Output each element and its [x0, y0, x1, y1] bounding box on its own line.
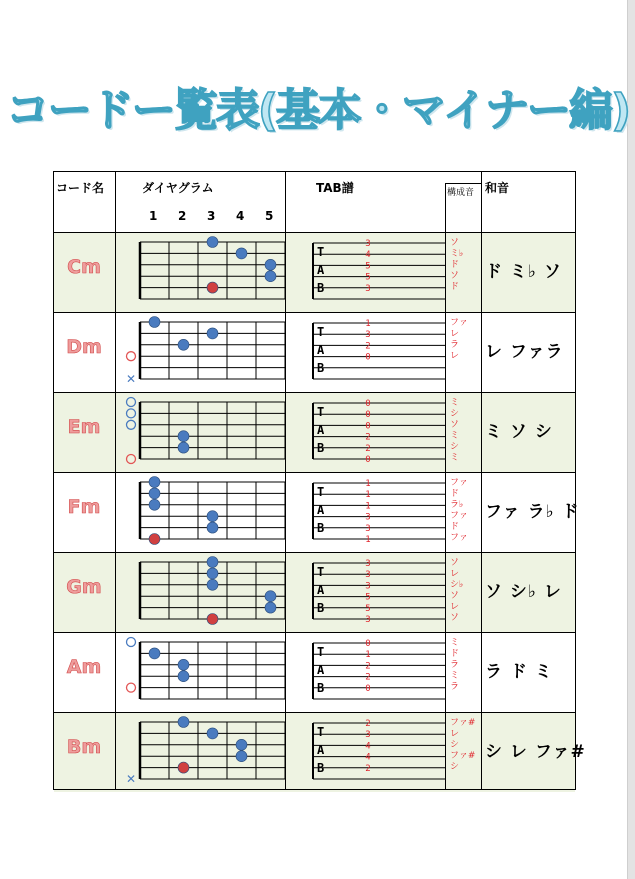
chord-name: Am [66, 656, 102, 678]
page-title: コードー覧表(基本・マイナー編) [5, 85, 630, 136]
tab-fret-number: 5 [365, 603, 371, 614]
tab-fret-number: 3 [365, 239, 371, 249]
chord-notes: ミ ソ シ [485, 422, 553, 442]
chord-tones [450, 638, 484, 693]
finger-dot [178, 339, 189, 350]
finger-dot [207, 557, 218, 568]
tone-label: ミ [450, 431, 460, 441]
tab-letter: T [317, 485, 325, 499]
tab-staff [285, 712, 445, 792]
tone-label: ラ [450, 660, 460, 670]
chord-diagram [115, 472, 285, 552]
tone-label: ラ [450, 682, 460, 692]
root-finger-dot [178, 762, 189, 773]
tone-label: ラ [450, 340, 460, 350]
tone-label: ソ [450, 238, 460, 248]
tab-fret-number: 1 [365, 479, 371, 489]
tab-letter: A [317, 743, 325, 757]
tone-label: ド [450, 260, 460, 270]
tone-label: レ [450, 329, 460, 339]
open-string-marker [127, 352, 136, 361]
chord-tones [450, 718, 484, 773]
tab-fret-number: 3 [365, 283, 371, 294]
tone-label: ミ [450, 638, 460, 648]
tab-fret-number: 1 [365, 319, 371, 329]
tab-letter: B [317, 441, 325, 455]
finger-dot [236, 248, 247, 259]
column-divider [445, 183, 446, 790]
chord-diagram [115, 552, 285, 632]
tab-fret-number: 2 [365, 432, 371, 443]
tab-staff [285, 632, 445, 712]
fret-number: 1 [149, 209, 158, 223]
fret-number: 3 [207, 209, 216, 223]
chord-name: Fm [67, 496, 101, 518]
tab-fret-number: 1 [365, 650, 371, 661]
chord-name: Bm [66, 736, 102, 758]
header-tones: 構成音 [447, 188, 475, 198]
tab-letter: B [317, 521, 325, 535]
tone-label: ミ [450, 398, 460, 408]
chord-notes: レ ファラ [485, 342, 564, 362]
tone-label: レ [450, 569, 460, 579]
finger-dot [149, 488, 160, 499]
chord-diagram [115, 632, 285, 712]
tab-staff [285, 552, 445, 632]
chord-name: Em [67, 416, 101, 438]
chord-diagram [115, 312, 285, 392]
header-notes: 和音 [485, 181, 510, 195]
tab-letter: B [317, 761, 325, 775]
finger-dot [149, 477, 160, 488]
tone-label: シ [450, 762, 460, 772]
tab-fret-number: 4 [365, 741, 371, 752]
tab-letter: T [317, 565, 325, 579]
chord-name: Gm [66, 576, 102, 598]
finger-dot [178, 717, 189, 728]
mute-string-marker: ✕ [125, 772, 137, 786]
chord-name: Cm [67, 256, 101, 278]
tone-label: ファ [450, 318, 468, 328]
tab-fret-number: 2 [365, 341, 371, 352]
tone-label: シ♭ [450, 580, 464, 590]
tab-fret-number: 1 [365, 535, 371, 545]
tone-label: ド [450, 489, 460, 499]
tone-label: レ [450, 351, 460, 361]
tab-letter: A [317, 663, 325, 677]
tone-label: シ [450, 409, 460, 419]
tone-label: ファ# [450, 718, 476, 728]
chord-notes: ラ ド ミ [485, 662, 553, 682]
tone-label: ソ [450, 613, 460, 623]
tab-fret-number: 4 [365, 752, 371, 763]
finger-dot [207, 522, 218, 533]
tone-label: ファ [450, 478, 468, 488]
tab-fret-number: 3 [365, 559, 371, 569]
tone-label: レ [450, 602, 460, 612]
chord-diagram [115, 392, 285, 472]
finger-dot [236, 739, 247, 750]
chord-chart-table [53, 171, 586, 790]
finger-dot [207, 568, 218, 579]
tones-header-line [445, 183, 481, 184]
tone-label: ミ♭ [450, 249, 464, 259]
tone-label: ミ [450, 671, 460, 681]
tab-letter: B [317, 281, 325, 295]
tab-letter: T [317, 405, 325, 419]
chord-tones [450, 318, 484, 362]
header-chord-name: コード名 [56, 181, 105, 195]
root-finger-dot [207, 282, 218, 293]
finger-dot [265, 259, 276, 270]
finger-dot [265, 271, 276, 282]
tone-label: ソ [450, 558, 460, 568]
tab-staff [285, 232, 445, 312]
root-finger-dot [149, 534, 160, 545]
tab-letter: T [317, 325, 325, 339]
tab-staff [285, 392, 445, 472]
finger-dot [207, 511, 218, 522]
tone-label: ファ [450, 511, 468, 521]
tab-fret-number: 3 [365, 730, 371, 741]
tone-label: ファ [450, 533, 468, 543]
tone-label: ソ [450, 271, 460, 281]
tab-letter: T [317, 725, 325, 739]
tab-letter: A [317, 583, 325, 597]
chord-notes: ド ミ♭ ソ [485, 262, 562, 282]
finger-dot [207, 328, 218, 339]
finger-dot [265, 602, 276, 613]
tab-fret-number: 5 [365, 592, 371, 603]
chord-tones [450, 398, 484, 464]
tab-fret-number: 5 [365, 272, 371, 283]
tone-label: ド [450, 282, 460, 292]
finger-dot [149, 499, 160, 510]
open-string-marker [127, 683, 136, 692]
open-string-marker [127, 398, 136, 407]
tab-fret-number: 0 [365, 455, 371, 465]
fret-number: 4 [236, 209, 245, 223]
open-string-marker [127, 420, 136, 429]
finger-dot [178, 671, 189, 682]
tab-fret-number: 4 [365, 250, 371, 261]
chord-name: Dm [66, 336, 102, 358]
tab-staff [285, 312, 445, 392]
finger-dot [265, 591, 276, 602]
chord-tones [450, 478, 484, 544]
chord-notes: ファ ラ♭ ド [485, 502, 580, 522]
finger-dot [149, 648, 160, 659]
tab-fret-number: 1 [365, 501, 371, 512]
tab-fret-number: 2 [365, 443, 371, 454]
tone-label: ミ [450, 453, 460, 463]
fret-number: 5 [265, 209, 274, 223]
tab-letter: T [317, 645, 325, 659]
tone-label: ファ# [450, 751, 476, 761]
tab-fret-number: 2 [365, 719, 371, 729]
mute-string-marker: ✕ [125, 372, 137, 386]
tab-letter: A [317, 503, 325, 517]
tab-fret-number: 0 [365, 683, 371, 694]
tab-letter: B [317, 361, 325, 375]
tone-label: ソ [450, 591, 460, 601]
tab-fret-number: 0 [365, 639, 371, 649]
chord-diagram [115, 232, 285, 312]
root-finger-dot [207, 614, 218, 625]
tab-fret-number: 0 [365, 410, 371, 421]
tab-fret-number: 0 [365, 352, 371, 363]
chord-tones [450, 558, 484, 624]
chord-notes: ソ シ♭ レ [485, 582, 562, 602]
tab-letter: B [317, 601, 325, 615]
finger-dot [207, 579, 218, 590]
tab-staff [285, 472, 445, 552]
finger-dot [178, 442, 189, 453]
finger-dot [207, 237, 218, 248]
tab-fret-number: 3 [365, 523, 371, 534]
finger-dot [207, 728, 218, 739]
tone-label: ド [450, 649, 460, 659]
tab-fret-number: 2 [365, 672, 371, 683]
tab-fret-number: 2 [365, 661, 371, 672]
tone-label: レ [450, 729, 460, 739]
tone-label: ラ♭ [450, 500, 464, 510]
tone-label: シ [450, 740, 460, 750]
tab-fret-number: 1 [365, 490, 371, 501]
header-tab: TAB譜 [316, 181, 354, 195]
tab-fret-number: 3 [365, 581, 371, 592]
tone-label: シ [450, 442, 460, 452]
finger-dot [149, 317, 160, 328]
tab-letter: A [317, 263, 325, 277]
chord-tones [450, 238, 484, 293]
tab-fret-number: 0 [365, 421, 371, 432]
tone-label: ソ [450, 420, 460, 430]
finger-dot [178, 431, 189, 442]
tab-fret-number: 2 [365, 763, 371, 774]
open-string-marker [127, 638, 136, 647]
header-diagram: ダイヤグラム [142, 181, 214, 195]
tab-fret-number: 0 [365, 399, 371, 409]
finger-dot [236, 751, 247, 762]
finger-dot [178, 659, 189, 670]
tab-fret-number: 3 [365, 330, 371, 341]
tab-fret-number: 3 [365, 570, 371, 581]
tab-fret-number: 5 [365, 261, 371, 272]
chord-notes: シ レ ファ# [485, 742, 586, 762]
chord-diagram [115, 712, 285, 792]
tab-fret-number: 3 [365, 615, 371, 625]
tab-letter: T [317, 245, 325, 259]
fret-number: 2 [178, 209, 187, 223]
tab-letter: A [317, 423, 325, 437]
open-string-marker [127, 409, 136, 418]
open-string-marker [127, 455, 136, 464]
tone-label: ド [450, 522, 460, 532]
tab-fret-number: 3 [365, 512, 371, 523]
tab-letter: B [317, 681, 325, 695]
tab-letter: A [317, 343, 325, 357]
